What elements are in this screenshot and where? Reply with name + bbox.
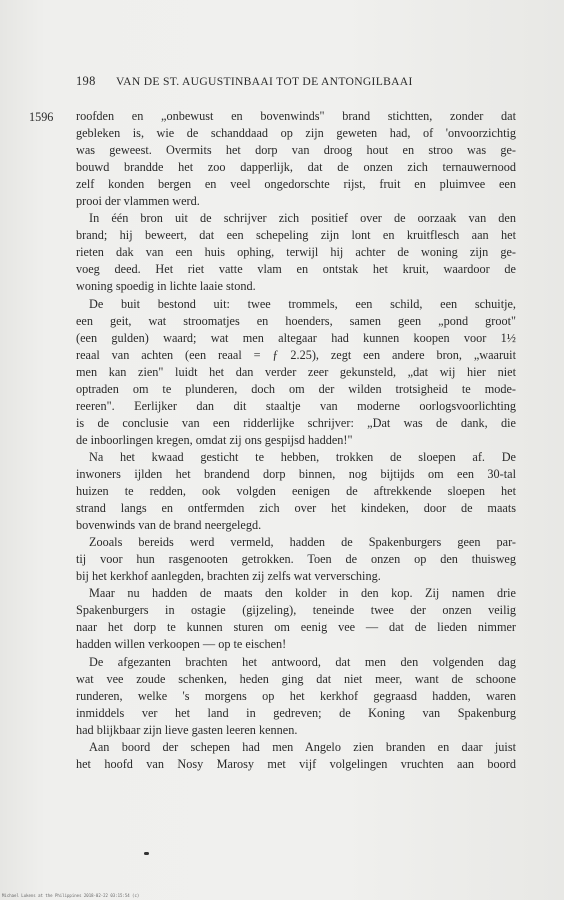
- text-line: gebleken is, wie de schanddaad op zijn geweten had, of 'onvoorzichtig: [76, 126, 516, 141]
- text-line: voeg deed. Het riet vatte vlam en ontstak het kruit, waardoor de: [76, 262, 516, 277]
- text-line: het hoofd van Nosy Marosy met vijf volgelingen vruchten aan boord: [76, 756, 516, 771]
- text-line: Maar nu hadden de maats den kolder in den kop. Zij namen drie: [89, 586, 516, 601]
- text-line: naar het dorp te kunnen sturen om eenig vee — dat de lieden nimmer: [76, 620, 516, 635]
- text-line: rieten dak van een huis ophing, terwijl hij achter de woning zijn ge-: [76, 245, 516, 260]
- page-number: 198: [76, 74, 96, 88]
- text-line: prooi der vlammen werd.: [76, 194, 200, 209]
- text-line: brand; hij beweert, dat een schepeling zijn lont en kruitflesch aan het: [76, 228, 516, 243]
- text-line: wat vee zoude schenken, heden ging dat niet meer, want de schoone: [76, 671, 516, 686]
- text-line: (een gulden) waard; wat men altegaar had kunnen koopen voor 1½: [76, 330, 516, 345]
- ink-speck: [144, 852, 149, 855]
- text-line: is de conclusie van een ridderlijke schrijver: „Dat was de dank, die: [76, 415, 516, 430]
- text-line: huizen te redden, ook volgden eenigen de aftrekkende sloepen het: [76, 484, 516, 499]
- text-line: inwoners ijlden het brandend dorp binnen, nog bijtijds om een 30-tal: [76, 466, 516, 481]
- text-line: bij het kerkhof aanlegden, brachten zij zelfs wat verversching.: [76, 569, 381, 584]
- text-line: was geweest. Overmits het dorp van droog hout en stroo was ge-: [76, 143, 516, 158]
- text-line: De buit bestond uit: twee trommels, een schild, een schuitje,: [89, 296, 516, 311]
- text-line: had blijkbaar zijn lieve gasten leeren kennen.: [76, 722, 298, 737]
- text-line: tij voor hun rasgenooten getrokken. Toen de onzen op den thuisweg: [76, 552, 516, 567]
- running-header: [76, 74, 524, 89]
- text-line: In één bron uit de schrijver zich positief over de oorzaak van den: [89, 211, 516, 226]
- text-line: strand langs en ontfermden zich over het kindeken, door de maats: [76, 501, 516, 516]
- text-line: inmiddels ver het land in gedreven; de Koning van Spakenburg: [76, 705, 516, 720]
- text-line: bovenwinds van de brand neergelegd.: [76, 518, 262, 533]
- text-line: Zooals bereids werd vermeld, hadden de Spakenburgers geen par-: [89, 535, 516, 550]
- text-line: roofden en „onbewust en bovenwinds" brand stichtten, zonder dat: [76, 109, 516, 123]
- text-line: Na het kwaad gesticht te hebben, trokken de sloepen af. De: [89, 449, 516, 464]
- text-line: de inboorlingen kregen, omdat zij ons gespijsd hadden!": [76, 432, 353, 447]
- text-line: bouwd brandde het zoo dapperlijk, dat de onzen zich ternauwernood: [76, 160, 516, 175]
- scan-footer: Michael Lukens at the Philippines 2018-02-22 03:15:54 (c): [2, 893, 140, 898]
- text-line: men kan zien" luidt het dan verder zeer gekunsteld, „dat wij hier niet: [76, 364, 516, 379]
- text-line: hadden willen verkoopen — op te eischen!: [76, 637, 287, 652]
- running-title: VAN DE ST. AUGUSTINBAAI TOT DE ANTONGILBAAI: [116, 75, 413, 88]
- text-line: een geit, wat stroomatjes en hoenders, samen geen „pond groot": [76, 313, 516, 328]
- text-line: reaal van achten (een reaal = ƒ 2.25), zegt een andere bron, „waaruit: [76, 347, 516, 362]
- text-line: Aan boord der schepen had men Angelo zien branden en daar juist: [89, 739, 516, 754]
- text-line: woning spoedig in lichte laaie stond.: [76, 279, 256, 294]
- text-line: Spakenburgers in ostagie (gijzeling), teneinde twee der onzen veilig: [76, 603, 516, 618]
- text-line: reeren". Eerlijker dan dit staaltje van moderne oorlogsvoorlichting: [76, 398, 516, 413]
- text-line: zelf konden bergen en veel ongedorschte rijst, fruit en pluimvee een: [76, 177, 516, 192]
- text-line: De afgezanten brachten het antwoord, dat men den volgenden dag: [89, 654, 516, 669]
- text-line: optraden om te plunderen, doch om der wilden trotsigheid te mode-: [76, 381, 516, 396]
- text-line: runderen, welke 's morgens op het kerkhof gegraasd hadden, waren: [76, 688, 516, 703]
- body-text: [76, 108, 516, 773]
- margin-year: 1596: [29, 110, 54, 124]
